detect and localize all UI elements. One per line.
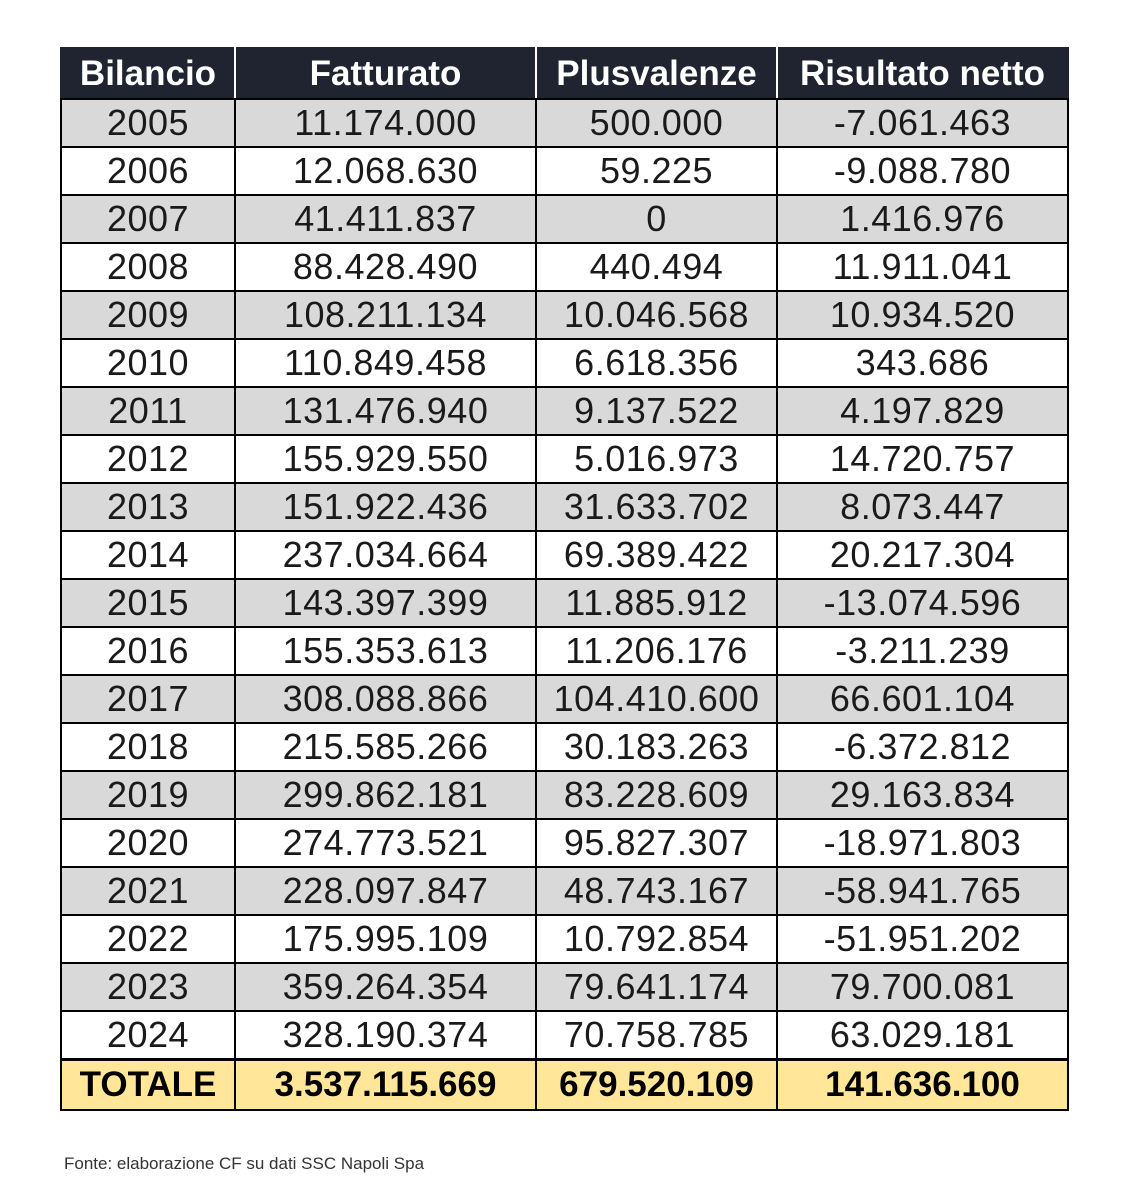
- plusvalenze-cell: 10.046.568: [536, 291, 777, 339]
- plusvalenze-cell: 83.228.609: [536, 771, 777, 819]
- plusvalenze-cell: 11.885.912: [536, 579, 777, 627]
- fatturato-cell: 175.995.109: [235, 915, 536, 963]
- plusvalenze-cell: 104.410.600: [536, 675, 777, 723]
- table-row: [61, 387, 1068, 435]
- plusvalenze-cell: 0: [536, 195, 777, 243]
- table-row: [61, 147, 1068, 195]
- risultato-netto-cell: 29.163.834: [777, 771, 1068, 819]
- table-header: [61, 48, 1068, 99]
- header-fatturato: Fatturato: [235, 48, 536, 99]
- risultato-netto-cell: -13.074.596: [777, 579, 1068, 627]
- table-row: [61, 339, 1068, 387]
- fatturato-cell: 88.428.490: [235, 243, 536, 291]
- year-cell: 2024: [61, 1011, 235, 1060]
- fatturato-cell: 41.411.837: [235, 195, 536, 243]
- risultato-netto-cell: -51.951.202: [777, 915, 1068, 963]
- table-row: [61, 483, 1068, 531]
- fatturato-cell: 155.353.613: [235, 627, 536, 675]
- year-cell: 2020: [61, 819, 235, 867]
- year-cell: 2023: [61, 963, 235, 1011]
- total-risultato-netto: 141.636.100: [777, 1060, 1068, 1111]
- header-risultato-netto: Risultato netto: [777, 48, 1068, 99]
- table-row: [61, 963, 1068, 1011]
- plusvalenze-cell: 10.792.854: [536, 915, 777, 963]
- plusvalenze-cell: 79.641.174: [536, 963, 777, 1011]
- plusvalenze-cell: 48.743.167: [536, 867, 777, 915]
- year-cell: 2011: [61, 387, 235, 435]
- table-row: [61, 531, 1068, 579]
- year-cell: 2010: [61, 339, 235, 387]
- risultato-netto-cell: 10.934.520: [777, 291, 1068, 339]
- risultato-netto-cell: 79.700.081: [777, 963, 1068, 1011]
- total-label: TOTALE: [61, 1060, 235, 1111]
- table-row: [61, 627, 1068, 675]
- risultato-netto-cell: 4.197.829: [777, 387, 1068, 435]
- plusvalenze-cell: 9.137.522: [536, 387, 777, 435]
- header-row: [61, 48, 1068, 99]
- header-bilancio: Bilancio: [61, 48, 235, 99]
- fatturato-cell: 12.068.630: [235, 147, 536, 195]
- table-row: [61, 243, 1068, 291]
- fatturato-cell: 299.862.181: [235, 771, 536, 819]
- fatturato-cell: 215.585.266: [235, 723, 536, 771]
- fatturato-cell: 237.034.664: [235, 531, 536, 579]
- fatturato-cell: 328.190.374: [235, 1011, 536, 1060]
- fatturato-cell: 11.174.000: [235, 99, 536, 147]
- year-cell: 2017: [61, 675, 235, 723]
- table-row: [61, 1011, 1068, 1060]
- header-plusvalenze: Plusvalenze: [536, 48, 777, 99]
- table-row: [61, 675, 1068, 723]
- table-row: [61, 915, 1068, 963]
- fatturato-cell: 228.097.847: [235, 867, 536, 915]
- year-cell: 2014: [61, 531, 235, 579]
- table-row: [61, 771, 1068, 819]
- risultato-netto-cell: -58.941.765: [777, 867, 1068, 915]
- total-row: [61, 1060, 1068, 1111]
- fatturato-cell: 131.476.940: [235, 387, 536, 435]
- year-cell: 2013: [61, 483, 235, 531]
- risultato-netto-cell: -18.971.803: [777, 819, 1068, 867]
- fatturato-cell: 110.849.458: [235, 339, 536, 387]
- risultato-netto-cell: 8.073.447: [777, 483, 1068, 531]
- plusvalenze-cell: 70.758.785: [536, 1011, 777, 1060]
- risultato-netto-cell: 14.720.757: [777, 435, 1068, 483]
- risultato-netto-cell: 63.029.181: [777, 1011, 1068, 1060]
- year-cell: 2008: [61, 243, 235, 291]
- year-cell: 2015: [61, 579, 235, 627]
- total-plusvalenze: 679.520.109: [536, 1060, 777, 1111]
- risultato-netto-cell: 343.686: [777, 339, 1068, 387]
- fatturato-cell: 108.211.134: [235, 291, 536, 339]
- year-cell: 2016: [61, 627, 235, 675]
- table-row: [61, 819, 1068, 867]
- risultato-netto-cell: 66.601.104: [777, 675, 1068, 723]
- year-cell: 2009: [61, 291, 235, 339]
- risultato-netto-cell: 20.217.304: [777, 531, 1068, 579]
- table-row: [61, 195, 1068, 243]
- year-cell: 2021: [61, 867, 235, 915]
- risultato-netto-cell: 11.911.041: [777, 243, 1068, 291]
- table-row: [61, 579, 1068, 627]
- table-row: [61, 867, 1068, 915]
- plusvalenze-cell: 6.618.356: [536, 339, 777, 387]
- plusvalenze-cell: 500.000: [536, 99, 777, 147]
- plusvalenze-cell: 5.016.973: [536, 435, 777, 483]
- year-cell: 2018: [61, 723, 235, 771]
- plusvalenze-cell: 30.183.263: [536, 723, 777, 771]
- year-cell: 2005: [61, 99, 235, 147]
- year-cell: 2019: [61, 771, 235, 819]
- table-footer: [61, 1060, 1068, 1111]
- year-cell: 2006: [61, 147, 235, 195]
- risultato-netto-cell: -6.372.812: [777, 723, 1068, 771]
- table-row: [61, 435, 1068, 483]
- financial-table: [60, 47, 1069, 1111]
- risultato-netto-cell: -3.211.239: [777, 627, 1068, 675]
- risultato-netto-cell: 1.416.976: [777, 195, 1068, 243]
- table-row: [61, 723, 1068, 771]
- year-cell: 2022: [61, 915, 235, 963]
- table-row: [61, 291, 1068, 339]
- plusvalenze-cell: 440.494: [536, 243, 777, 291]
- year-cell: 2012: [61, 435, 235, 483]
- total-fatturato: 3.537.115.669: [235, 1060, 536, 1111]
- year-cell: 2007: [61, 195, 235, 243]
- plusvalenze-cell: 69.389.422: [536, 531, 777, 579]
- plusvalenze-cell: 59.225: [536, 147, 777, 195]
- fatturato-cell: 151.922.436: [235, 483, 536, 531]
- fatturato-cell: 155.929.550: [235, 435, 536, 483]
- plusvalenze-cell: 31.633.702: [536, 483, 777, 531]
- fatturato-cell: 308.088.866: [235, 675, 536, 723]
- fatturato-cell: 359.264.354: [235, 963, 536, 1011]
- risultato-netto-cell: -9.088.780: [777, 147, 1068, 195]
- fatturato-cell: 274.773.521: [235, 819, 536, 867]
- table-row: [61, 99, 1068, 147]
- table-body: [61, 99, 1068, 1060]
- fatturato-cell: 143.397.399: [235, 579, 536, 627]
- source-note: Fonte: elaborazione CF su dati SSC Napoli Spa: [64, 1154, 425, 1173]
- plusvalenze-cell: 11.206.176: [536, 627, 777, 675]
- plusvalenze-cell: 95.827.307: [536, 819, 777, 867]
- risultato-netto-cell: -7.061.463: [777, 99, 1068, 147]
